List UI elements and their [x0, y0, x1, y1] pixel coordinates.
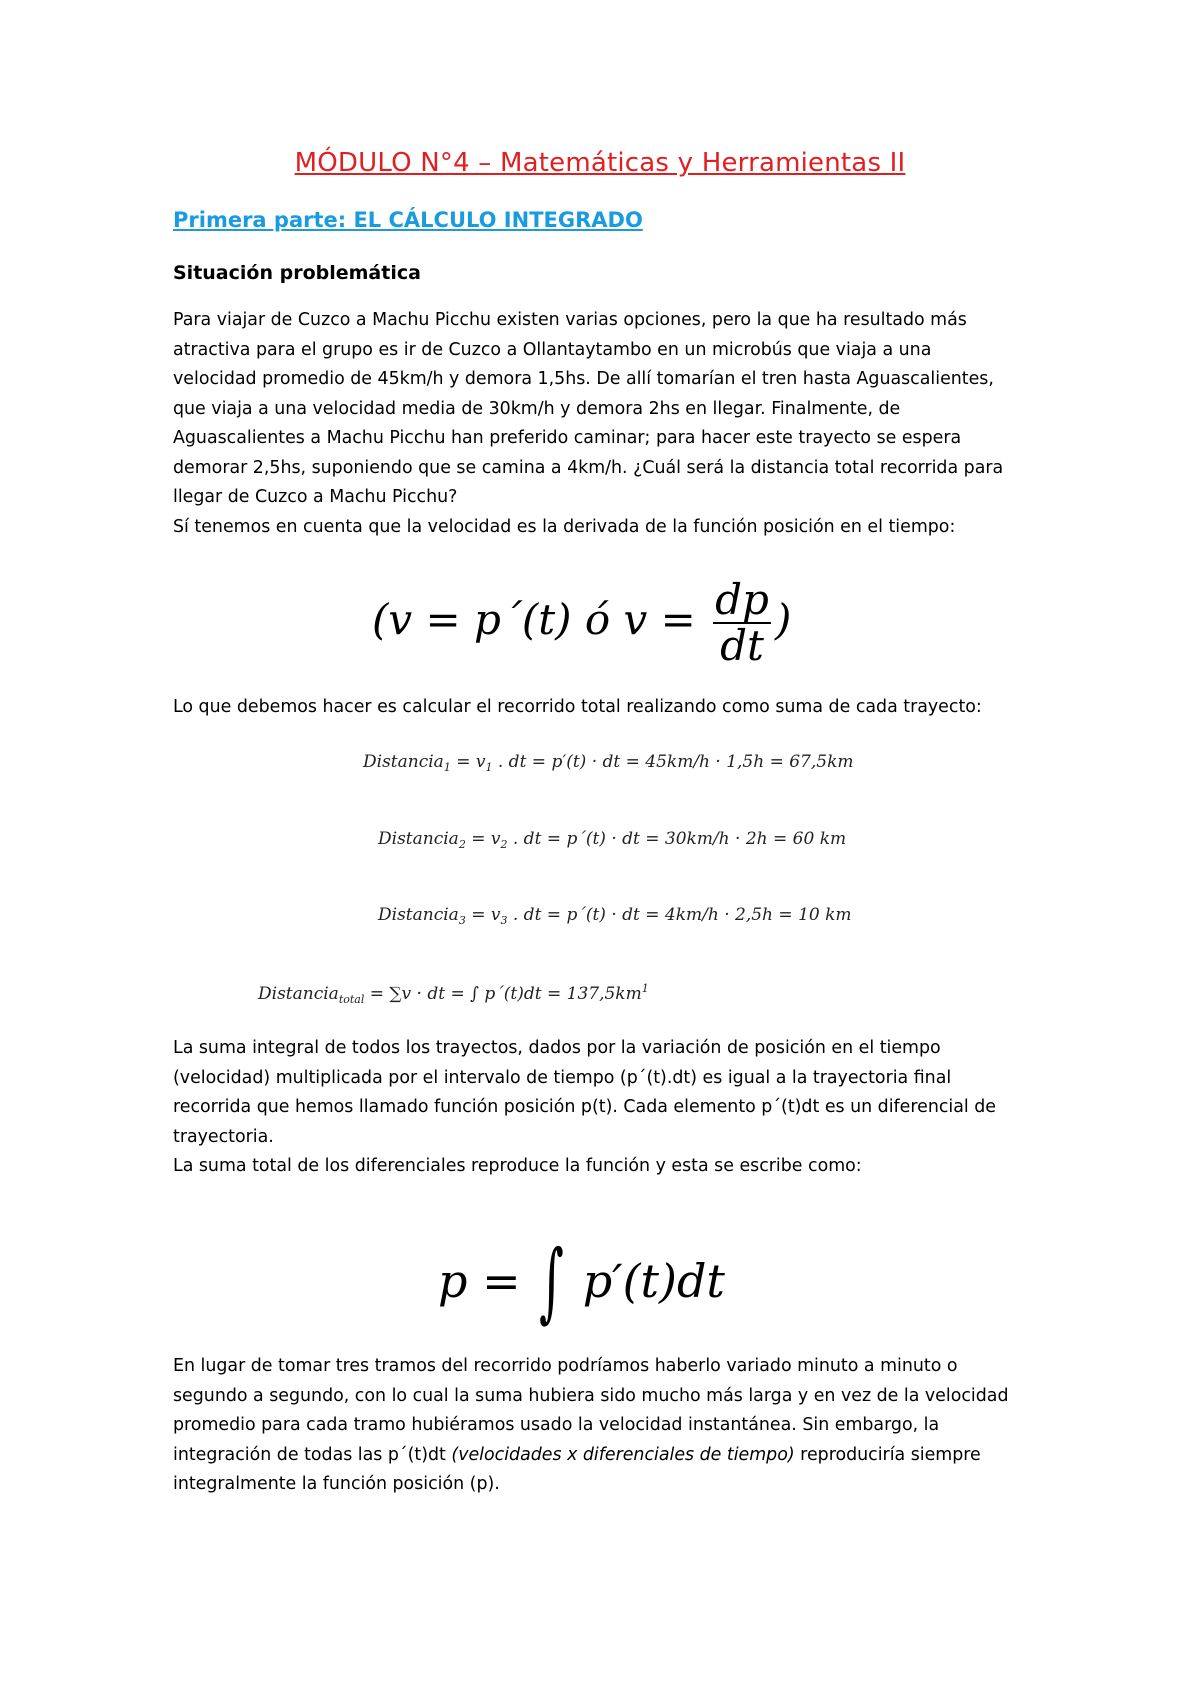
explanation-line: recorrida que hemos llamado función posición p(t). Cada elemento p´(t)dt es un diferencial de	[173, 1097, 997, 1117]
velocity-subscript: 3	[500, 914, 508, 927]
velocity-subscript: 2	[500, 838, 508, 851]
intro-line: que viaja a una velocidad media de 30km/h y demora 2hs en llegar. Finalmente, de	[173, 398, 901, 419]
velocity-subscript: 1	[485, 761, 493, 774]
section-subtitle: Primera parte: EL CÁLCULO INTEGRADO	[173, 208, 643, 232]
distance-subscript: 3	[458, 914, 466, 927]
distance-formula-1	[363, 752, 854, 774]
section-heading: Situación problemática	[173, 262, 421, 284]
intro-paragraph	[173, 306, 1033, 542]
closing-line: promedio para cada tramo hubiéramos usado la velocidad instantánea. Sin embargo, la	[173, 1415, 940, 1435]
closing-line: integralmente la función posición (p).	[173, 1474, 500, 1494]
total-label: Distancia	[258, 984, 339, 1004]
distance-formula-2	[378, 829, 846, 851]
closing-line-mixed	[173, 1441, 1033, 1471]
explanation-paragraph	[173, 1034, 1033, 1182]
intro-line: llegar de Cuzco a Machu Picchu?	[173, 487, 458, 507]
explanation-line: La suma total de los diferenciales reproduce la función y esta se escribe como:	[173, 1156, 862, 1176]
distance-subscript: 2	[458, 838, 466, 851]
distance-eq: = v	[465, 905, 501, 925]
distance-eq: = v	[465, 829, 501, 849]
distance-label: Distancia	[378, 829, 459, 849]
integral-right: p′(t)dt	[582, 1254, 725, 1308]
distance-subscript: 1	[443, 761, 451, 774]
distance-rest: . dt = p´(t) · dt = 4km/h · 2,5h = 10 km	[507, 905, 852, 925]
closing-text: integración de todas las p´(t)dt	[173, 1444, 452, 1465]
fraction-denominator: dt	[720, 621, 764, 671]
explanation-line: trayectoria.	[173, 1126, 274, 1147]
distance-eq: = v	[450, 752, 486, 772]
derivative-fraction	[713, 575, 771, 671]
total-subscript: total	[338, 993, 365, 1006]
sum-intro-line: Lo que debemos hacer es calcular el recorrido total realizando como suma de cada trayecto:	[173, 697, 982, 717]
velocity-formula-right: )	[774, 595, 792, 645]
intro-line: atractiva para el grupo es ir de Cuzco a Ollantaytambo en un microbús que viaja a una	[173, 339, 932, 360]
distance-formula-3	[378, 905, 852, 927]
sum-intro-paragraph	[173, 693, 1033, 723]
distance-rest: . dt = p′(t) · dt = 45km/h · 1,5h = 67,5km	[492, 752, 854, 772]
integral-left: p =	[438, 1254, 521, 1308]
integral-formula	[438, 1232, 725, 1332]
fraction-numerator: dp	[715, 575, 769, 624]
total-distance-formula	[258, 982, 649, 1006]
closing-paragraph	[173, 1352, 1033, 1500]
closing-italic-text: (velocidades x diferenciales de tiempo)	[451, 1444, 795, 1465]
intro-line: Sí tenemos en cuenta que la velocidad es la derivada de la función posición en el tiempo:	[173, 516, 956, 537]
distance-label: Distancia	[378, 905, 459, 925]
velocity-formula-left: (v = p´(t) ó v =	[372, 595, 696, 645]
closing-text: reproduciría siempre	[794, 1444, 981, 1465]
explanation-line: La suma integral de todos los trayectos, dados por la variación de posición en el tiempo	[173, 1038, 941, 1058]
closing-line: En lugar de tomar tres tramos del recorrido podríamos haberlo variado minuto a minuto o	[173, 1356, 958, 1376]
velocity-formula	[372, 575, 792, 671]
distance-label: Distancia	[363, 752, 444, 772]
footnote-marker: 1	[641, 982, 649, 995]
integral-symbol: ∫	[539, 1232, 564, 1332]
intro-line: demorar 2,5hs, suponiendo que se camina a 4km/h. ¿Cuál será la distancia total recorrida para	[173, 457, 1004, 478]
page-title: MÓDULO N°4 – Matemáticas y Herramientas II	[294, 148, 906, 178]
explanation-line: (velocidad) multiplicada por el intervalo de tiempo (p´(t).dt) es igual a la trayectoria final	[173, 1067, 952, 1088]
closing-line: segundo a segundo, con lo cual la suma hubiera sido mucho más larga y en vez de la velocidad	[173, 1385, 1009, 1406]
intro-line: velocidad promedio de 45km/h y demora 1,5hs. De allí tomarían el tren hasta Aguascalientes,	[173, 369, 994, 389]
intro-line: Aguascalientes a Machu Picchu han preferido caminar; para hacer este trayecto se espera	[173, 428, 962, 448]
total-rest: = ∑v · dt = ∫ p´(t)dt = 137,5km	[364, 984, 642, 1004]
intro-line: Para viajar de Cuzco a Machu Picchu existen varias opciones, pero la que ha resultado más	[173, 310, 967, 330]
distance-rest: . dt = p´(t) · dt = 30km/h · 2h = 60 km	[507, 829, 847, 849]
